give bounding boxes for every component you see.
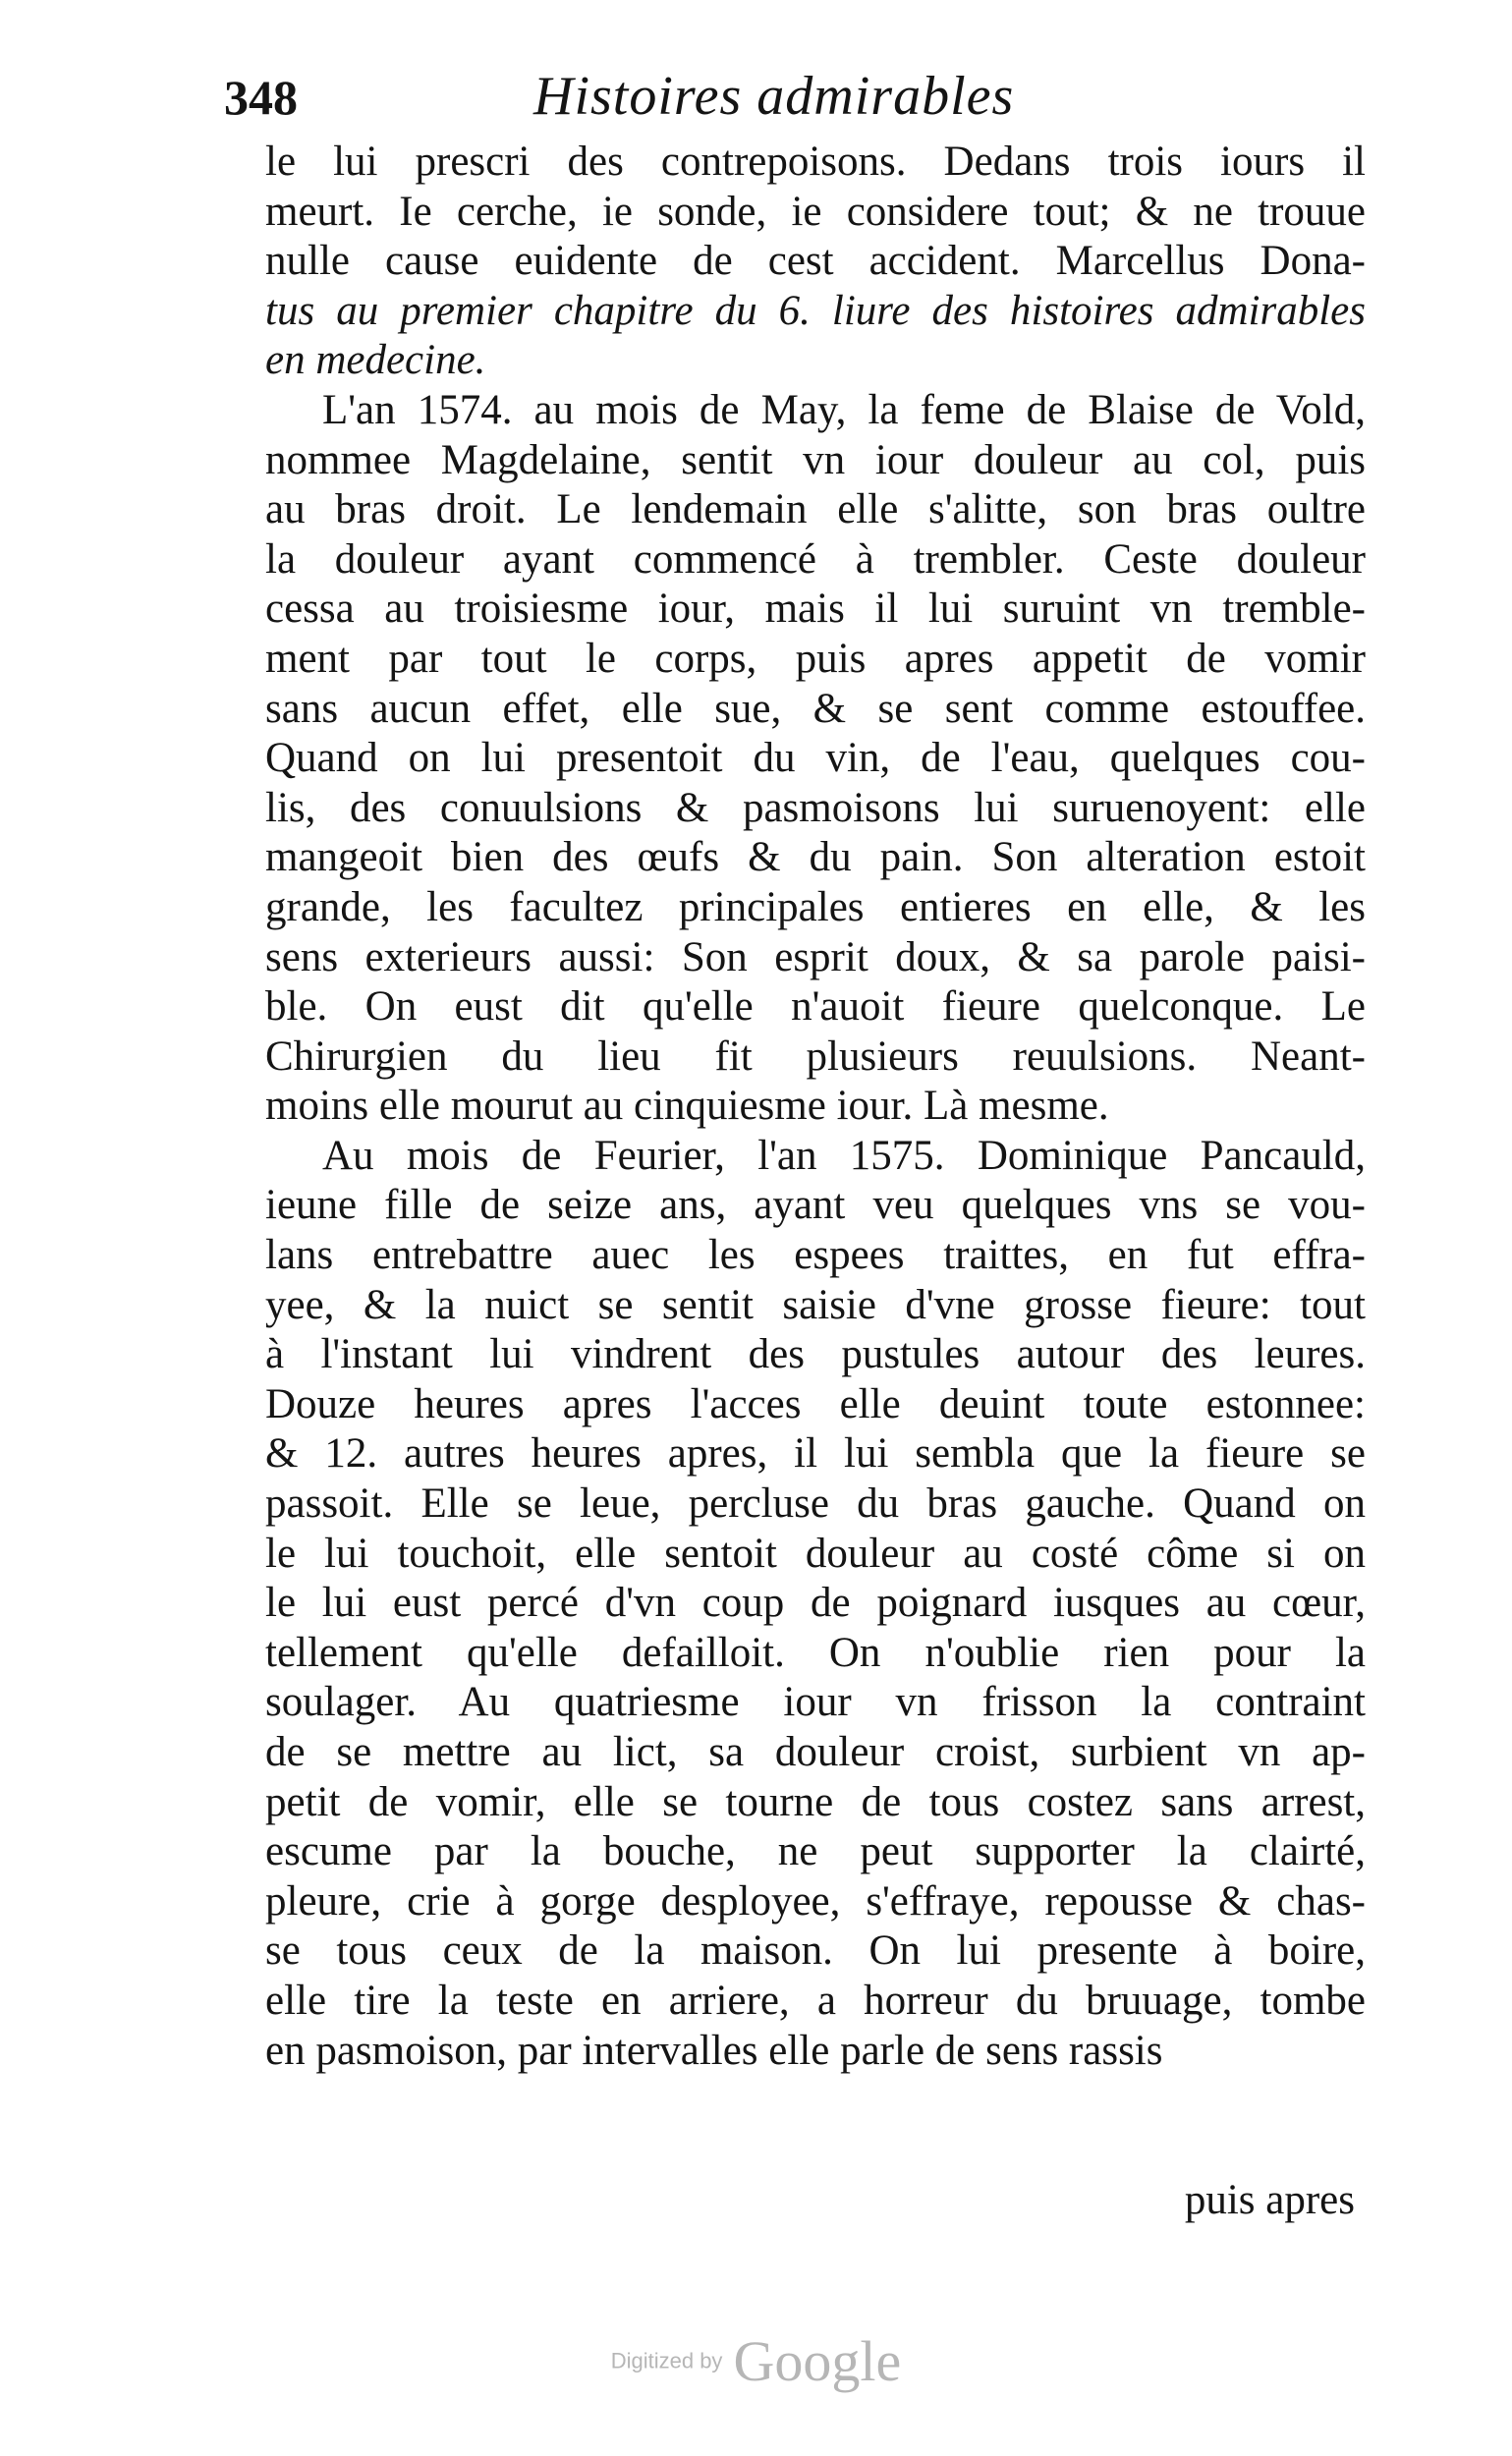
watermark-prefix: Digitized by xyxy=(610,2348,723,2373)
text-line: ble. On eust dit qu'elle n'auoit fieure quelconque. Le xyxy=(265,983,1366,1031)
text-line: sans aucun effet, elle sue, & se sent comme estouffee. xyxy=(265,685,1366,732)
text-line: lis, des conuulsions & pasmoisons lui suruenoyent: elle xyxy=(265,784,1366,831)
body-text xyxy=(265,138,1366,2076)
text-line: yee, & la nuict se sentit saisie d'vne grosse fieure: tout xyxy=(265,1281,1366,1328)
text-line: Quand on lui presentoit du vin, de l'eau, quelques cou- xyxy=(265,735,1366,782)
text-line: en pasmoison, par intervalles elle parle de sens rassis xyxy=(265,2027,1163,2074)
text-line: au bras droit. Le lendemain elle s'alitte, son bras oultre xyxy=(265,486,1366,533)
digitization-watermark xyxy=(0,2328,1512,2394)
text-line: en medecine. xyxy=(265,337,486,384)
text-line: le lui touchoit, elle sentoit douleur au costé côme si on xyxy=(265,1530,1366,1577)
running-title: Histoires admirables xyxy=(533,66,1015,127)
text-line: ieune fille de seize ans, ayant veu quelques vns se vou- xyxy=(265,1182,1366,1229)
text-line: sens exterieurs aussi: Son esprit doux, & sa parole paisi- xyxy=(265,933,1366,980)
text-line: à l'instant lui vindrent des pustules autour des leures. xyxy=(265,1331,1366,1378)
text-line: le lui eust percé d'vn coup de poignard iusques au cœur, xyxy=(265,1580,1366,1627)
text-line: passoit. Elle se leue, percluse du bras gauche. Quand on xyxy=(265,1480,1366,1528)
text-line: nommee Magdelaine, sentit vn iour douleur au col, puis xyxy=(265,436,1366,483)
text-line: Douze heures apres l'acces elle deuint toute estonnee: xyxy=(265,1380,1366,1427)
text-line: tus au premier chapitre du 6. liure des histoires admirables xyxy=(265,287,1366,334)
text-line: ment par tout le corps, puis apres appetit de vomir xyxy=(265,635,1366,682)
text-line: Au mois de Feurier, l'an 1575. Dominique Pancauld, xyxy=(322,1132,1366,1179)
text-line: lans entrebattre auec les espees traittes, en fut effra- xyxy=(265,1232,1366,1279)
text-line: escume par la bouche, ne peut supporter la clairté, xyxy=(265,1828,1366,1875)
google-logo: Google xyxy=(733,2329,902,2393)
text-line: elle tire la teste en arriere, a horreur du bruuage, tombe xyxy=(265,1977,1366,2024)
text-line: le lui prescri des contrepoisons. Dedans trois iours il xyxy=(265,139,1366,185)
text-line: la douleur ayant commencé à trembler. Ceste douleur xyxy=(265,535,1366,583)
text-line: Chirurgien du lieu fit plusieurs reuulsions. Neant- xyxy=(265,1033,1366,1080)
text-line: tellement qu'elle defailloit. On n'oublie rien pour la xyxy=(265,1629,1366,1676)
text-line: petit de vomir, elle se tourne de tous costez sans arrest, xyxy=(265,1778,1366,1825)
text-line: & 12. autres heures apres, il lui sembla que la fieure se xyxy=(265,1430,1366,1478)
text-line: moins elle mourut au cinquiesme iour. Là mesme. xyxy=(265,1083,1109,1130)
text-line: soulager. Au quatriesme iour vn frisson la contraint xyxy=(265,1679,1366,1726)
text-line: grande, les facultez principales entieres en elle, & les xyxy=(265,883,1366,930)
text-line: nulle cause euidente de cest accident. Marcellus Dona- xyxy=(265,238,1366,285)
page-header xyxy=(224,59,1364,138)
text-line: pleure, crie à gorge desployee, s'effraye, repousse & chas- xyxy=(265,1877,1366,1925)
catchword: puis apres xyxy=(1184,2177,1355,2223)
text-line: meurt. Ie cerche, ie sonde, ie considere tout; & ne trouue xyxy=(265,188,1366,235)
text-line: de se mettre au lict, sa douleur croist, surbient vn ap- xyxy=(265,1729,1366,1775)
text-line: L'an 1574. au mois de May, la feme de Blaise de Vold, xyxy=(322,386,1366,433)
text-line: se tous ceux de la maison. On lui presente à boire, xyxy=(265,1927,1366,1975)
page-number: 348 xyxy=(224,70,298,125)
text-line: mangeoit bien des œufs & du pain. Son alteration estoit xyxy=(265,834,1366,881)
text-line: cessa au troisiesme iour, mais il lui suruint vn tremble- xyxy=(265,586,1366,633)
